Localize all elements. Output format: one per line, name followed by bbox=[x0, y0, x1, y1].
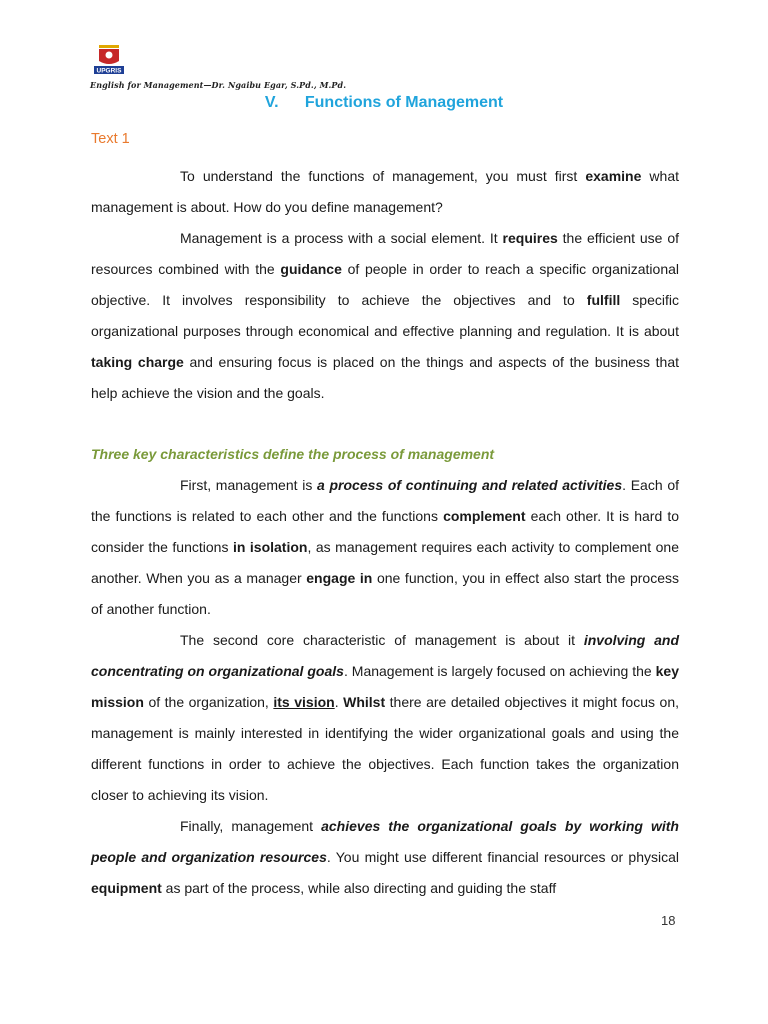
paragraph-first: First, management is a process of continuing and related activities. Each of the functions is related to each other and the functions complement each other. It is hard to consider the functions in isolation, as management requires each activity to complement one another. When you as a manager engage in one function, you in effect also start the process of another function. bbox=[91, 477, 680, 617]
running-header: English for Management—Dr. Ngaibu Egar, S.Pd., M.Pd. bbox=[90, 80, 347, 90]
chapter-heading bbox=[0, 94, 768, 112]
intro-block bbox=[91, 161, 679, 409]
paragraph-intro-1: To understand the functions of management, you must first examine what management is about. How do you define management? bbox=[91, 168, 679, 215]
paragraph-second: The second core characteristic of management is about it involving and concentrating on organizational goals. Management is largely focused on achieving the key mission of the organization, its vision. Whilst there are detailed objectives it might focus on, management is mainly interested in identifying the wider organizational goals and using the different functions in order to achieve the objectives. Each function takes the organization closer to achieving its vision. bbox=[91, 632, 680, 803]
paragraph-finally: Finally, management achieves the organizational goals by working with people and organization resources. You might use different financial resources or physical equipment as part of the process, while also directing and guiding the staff bbox=[91, 818, 679, 896]
paragraph-intro-2: Management is a process with a social element. It requires the efficient use of resources combined with the guidance of people in order to reach a specific organizational objective. It involves responsibility to achieve the objectives and to fulfill specific organizational purposes through economical and effective planning and regulation. It is about taking charge and ensuring focus is placed on the things and aspects of the business that help achieve the vision and the goals. bbox=[91, 230, 680, 401]
university-logo bbox=[92, 44, 126, 76]
characteristics-block bbox=[91, 470, 679, 904]
chapter-title: Functions of Management bbox=[304, 94, 504, 111]
logo-text: UPGRIS bbox=[96, 67, 122, 75]
text-subheading: Text 1 bbox=[91, 131, 130, 147]
section-title: Three key characteristics define the process of management bbox=[91, 446, 495, 462]
page-number: 18 bbox=[661, 913, 676, 928]
chapter-number: V. bbox=[264, 94, 279, 111]
